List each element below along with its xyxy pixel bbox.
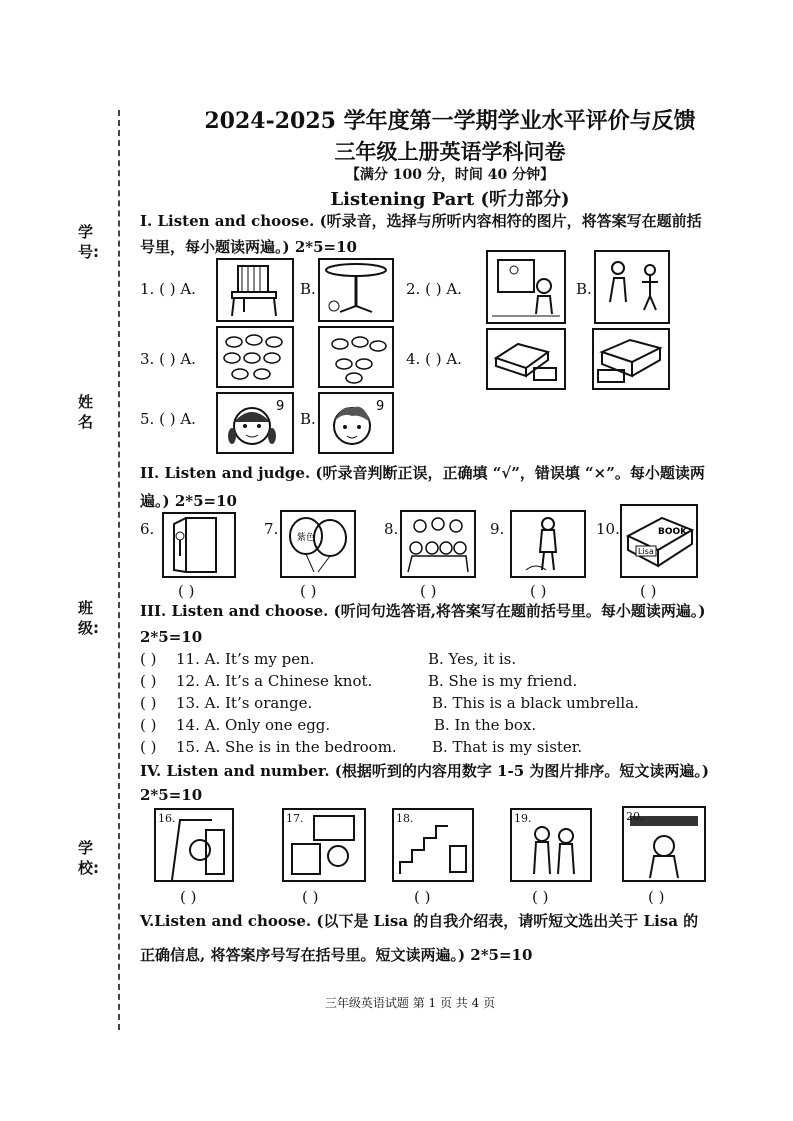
exam-subtitle: 三年级上册英语学科问卷 xyxy=(334,139,566,164)
q1-option-a-image xyxy=(216,258,294,322)
chair-icon xyxy=(218,260,292,320)
q8-label: 8. xyxy=(384,520,399,538)
q16-image xyxy=(154,808,234,882)
q7-image xyxy=(280,510,356,578)
family-icon xyxy=(402,512,474,576)
section5-heading: V.Listen and choose. (以下是 Lisa 的自我介绍表，请听短文选出关于 Lisa 的 xyxy=(140,912,699,930)
q8-image xyxy=(400,510,476,578)
door-icon xyxy=(164,514,234,576)
q2-b-label: B. xyxy=(576,280,592,298)
q5-label: 5. ( ) A. xyxy=(140,410,196,428)
q4-option-b-image xyxy=(592,328,670,390)
balloon-label: 紫色 xyxy=(297,533,316,543)
q10-label: 10. xyxy=(596,520,620,538)
q15-option-b: B. That is my sister. xyxy=(432,738,583,756)
exam-title: 2024-2025 学年度第一学期学业水平评价与反馈 xyxy=(204,108,696,134)
q15-option-a: 15. A. She is in the bedroom. xyxy=(176,738,397,756)
q1-option-b-image xyxy=(318,258,394,322)
q6-label: 6. xyxy=(140,520,155,538)
q5-option-a-image xyxy=(216,392,294,454)
table-icon xyxy=(320,260,392,320)
q9-answer-paren[interactable]: ( ) xyxy=(530,582,547,600)
section5-heading-cont: 正确信息, 将答案序号写在括号里。短文读两遍。) 2*5=10 xyxy=(140,946,533,964)
q12-option-a: 12. A. It’s a Chinese knot. xyxy=(176,672,373,690)
q4-option-a-image xyxy=(486,328,566,390)
q16-label: 16. xyxy=(158,812,176,825)
q20-label: 20. xyxy=(626,810,644,823)
q13-answer-paren[interactable]: ( ) xyxy=(140,694,157,712)
q18-label: 18. xyxy=(396,812,414,825)
birds-icon xyxy=(320,328,392,386)
part-heading: Listening Part (听力部分) xyxy=(330,189,570,210)
q2-label: 2. ( ) A. xyxy=(406,280,462,298)
book-cover-label: BOOK xyxy=(658,527,688,537)
q14-option-a: 14. A. Only one egg. xyxy=(176,716,331,734)
q1-b-label: B. xyxy=(300,280,316,298)
section2-heading: II. Listen and judge. (听录音判断正误，正确填 “√”，错误填 “×”。每小题读两 xyxy=(140,464,705,482)
classroom-teacher-icon xyxy=(488,252,564,322)
binding-line xyxy=(118,110,120,1030)
student-id-label: 学号: xyxy=(78,223,99,261)
page-footer: 三年级英语试题 第 1 页 共 4 页 xyxy=(324,996,496,1010)
books-icon xyxy=(488,330,564,388)
q5-option-b-image xyxy=(318,392,394,454)
q10-image xyxy=(620,504,698,578)
q8-answer-paren[interactable]: ( ) xyxy=(420,582,437,600)
section3-score: 2*5=10 xyxy=(140,628,203,646)
q12-option-b: B. She is my friend. xyxy=(428,672,578,690)
q11-option-a: 11. A. It’s my pen. xyxy=(176,650,315,668)
q9-image xyxy=(510,510,586,578)
q1-label: 1. ( ) A. xyxy=(140,280,196,298)
boy-face-icon xyxy=(320,394,392,452)
q15-answer-paren[interactable]: ( ) xyxy=(140,738,157,756)
q11-answer-paren[interactable]: ( ) xyxy=(140,650,157,668)
q9-label: 9. xyxy=(490,520,505,538)
q17-image xyxy=(282,808,366,882)
svg-text:9: 9 xyxy=(376,399,385,414)
section4-heading: IV. Listen and number. (根据听到的内容用数字 1-5 为图片排序。短文读两遍。) xyxy=(140,762,710,780)
name-label: 姓名 xyxy=(78,393,94,431)
q2-option-b-image xyxy=(594,250,670,324)
q14-answer-paren[interactable]: ( ) xyxy=(140,716,157,734)
q7-answer-paren[interactable]: ( ) xyxy=(300,582,317,600)
q20-answer-paren[interactable]: ( ) xyxy=(648,888,665,906)
class-label: 班级: xyxy=(78,599,99,637)
q3-label: 3. ( ) A. xyxy=(140,350,196,368)
q7-label: 7. xyxy=(264,520,279,538)
q19-label: 19. xyxy=(514,812,532,825)
section2-heading-cont: 遍。) 2*5=10 xyxy=(140,492,237,510)
score-time-info: 【满分 100 分，时间 40 分钟】 xyxy=(345,167,555,183)
q19-image xyxy=(510,808,592,882)
book-name-label: Lisa xyxy=(638,547,654,556)
q5-b-label: B. xyxy=(300,410,316,428)
q10-answer-paren[interactable]: ( ) xyxy=(640,582,657,600)
person-standing-icon xyxy=(512,512,584,576)
girl-face-icon xyxy=(218,394,292,452)
q12-answer-paren[interactable]: ( ) xyxy=(140,672,157,690)
q17-answer-paren[interactable]: ( ) xyxy=(302,888,319,906)
q2-option-a-image xyxy=(486,250,566,324)
section1-heading-cont: 号里，每小题读两遍。) 2*5=10 xyxy=(140,238,357,256)
books-icon xyxy=(594,330,668,388)
school-label: 学校: xyxy=(78,839,99,877)
q18-answer-paren[interactable]: ( ) xyxy=(414,888,431,906)
svg-text:9: 9 xyxy=(276,399,285,414)
section1-heading: I. Listen and choose. (听录音，选择与所听内容相符的图片，将答案写在题前括 xyxy=(140,212,702,230)
q18-image xyxy=(392,808,474,882)
q19-answer-paren[interactable]: ( ) xyxy=(532,888,549,906)
book-icon xyxy=(622,506,696,576)
q17-label: 17. xyxy=(286,812,304,825)
q14-option-b: B. In the box. xyxy=(434,716,537,734)
q6-answer-paren[interactable]: ( ) xyxy=(178,582,195,600)
q13-option-a: 13. A. It’s orange. xyxy=(176,694,313,712)
people-icon xyxy=(596,252,668,322)
section3-heading: III. Listen and choose. (听问句选答语,将答案写在题前括号里。每小题读两遍。) xyxy=(140,602,706,620)
q3-option-b-image xyxy=(318,326,394,388)
balloons-icon xyxy=(282,512,354,576)
q16-answer-paren[interactable]: ( ) xyxy=(180,888,197,906)
q3-option-a-image xyxy=(216,326,294,388)
q4-label: 4. ( ) A. xyxy=(406,350,462,368)
birds-icon xyxy=(218,328,292,386)
q6-image xyxy=(162,512,236,578)
section4-score: 2*5=10 xyxy=(140,786,203,804)
q20-image xyxy=(622,806,706,882)
q11-option-b: B. Yes, it is. xyxy=(428,650,517,668)
q13-option-b: B. This is a black umbrella. xyxy=(432,694,639,712)
